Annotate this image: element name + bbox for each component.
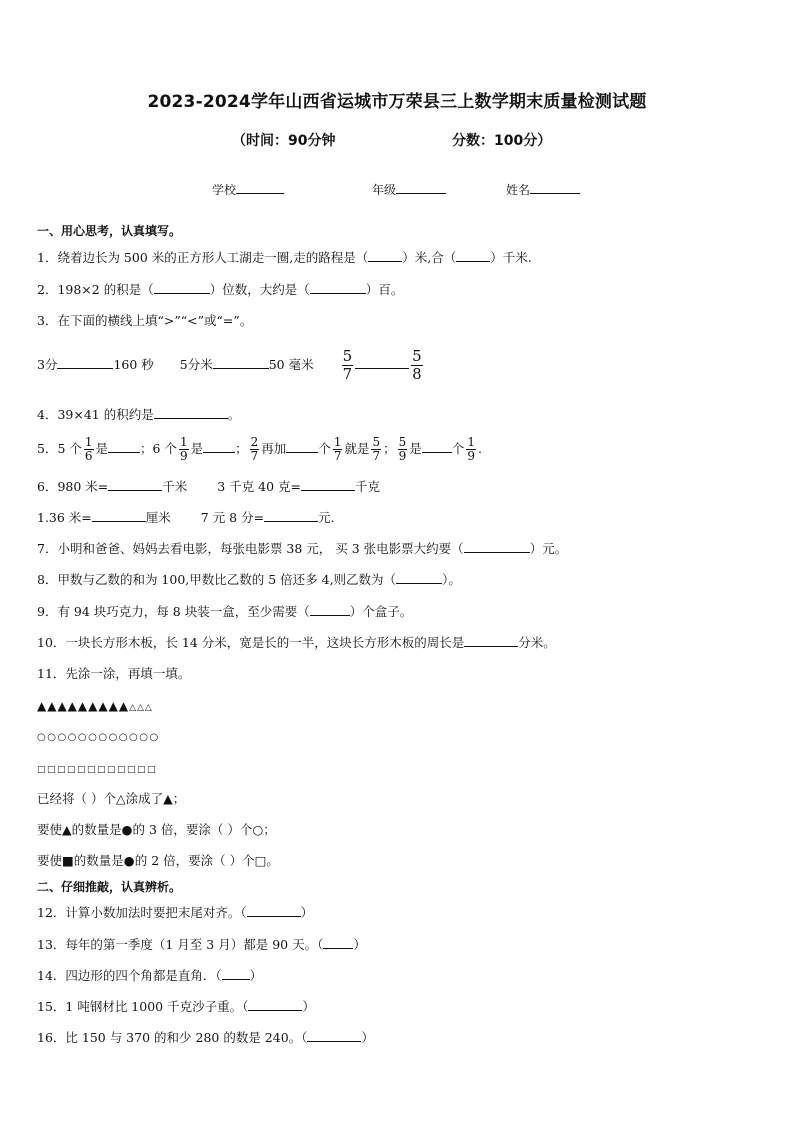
q3-fraction-5-8: $\frac{5}{8}$ <box>412 347 422 383</box>
q6-blank-4[interactable] <box>264 509 318 522</box>
q1-blank-1[interactable] <box>368 249 402 262</box>
q3-blank-2[interactable] <box>213 356 269 369</box>
q5-blank-2[interactable] <box>203 440 235 453</box>
question-9: 9．有 94 块巧克力，每 8 块装一盒，至少需要（ ）个盒子。 <box>37 604 413 619</box>
q7-blank[interactable] <box>464 540 530 553</box>
filled-triangles: ▲▲▲▲▲▲▲▲▲ <box>37 699 130 713</box>
q6-blank-2[interactable] <box>301 478 355 491</box>
score-label: 分数：100分） <box>452 133 552 149</box>
fraction-1-6: $\frac{1}{6}$ <box>84 435 93 463</box>
question-12: 12．计算小数加法时要把末尾对齐。（ ） <box>37 905 314 920</box>
question-11-b: 要使▲的数量是●的 3 倍，要涂（ ）个○； <box>37 822 276 837</box>
question-11-a: 已经将（ ）个△涂成了▲； <box>37 791 186 806</box>
q15-blank[interactable] <box>248 998 302 1011</box>
q5-blank-1[interactable] <box>108 440 140 453</box>
empty-triangles: △△△ <box>129 703 153 713</box>
question-10: 10．一块长方形木板，长 14 分米，宽是长的一半，这块长方形木板的周长是 分米。 <box>37 635 556 650</box>
q6-blank-1[interactable] <box>108 478 162 491</box>
fraction-1-9-b: $\frac{1}{9}$ <box>467 435 475 463</box>
fraction-1-7: $\frac{1}{7}$ <box>333 435 342 463</box>
q16-blank[interactable] <box>307 1029 361 1042</box>
square-row: □□□□□□□□□□□□ <box>37 765 158 775</box>
section-1-heading: 一、用心思考，认真填写。 <box>37 224 182 238</box>
question-15: 15．1 吨钢材比 1000 千克沙子重。（ ） <box>37 999 315 1014</box>
question-2: 2．198×2 的积是（ ）位数，大约是（ ）百。 <box>37 282 404 297</box>
q3-fraction-5-7: $\frac{5}{7}$ <box>342 347 353 383</box>
q2-blank-1[interactable] <box>154 281 210 294</box>
grade-label: 年级 <box>372 183 397 197</box>
question-3: 3．在下面的横线上填“>”“<”或“=”。 <box>37 313 253 328</box>
school-field[interactable] <box>212 181 284 198</box>
q9-blank[interactable] <box>310 603 350 616</box>
fraction-5-7: $\frac{5}{7}$ <box>372 435 381 463</box>
question-4: 4．39×41 的积约是 。 <box>37 407 241 422</box>
question-6: 6．980 米= 千米 3 千克 40 克= 千克 <box>37 479 381 494</box>
grade-field[interactable] <box>372 181 446 198</box>
question-14: 14．四边形的四个角都是直角．（ ） <box>37 968 263 983</box>
name-label: 姓名 <box>506 183 531 197</box>
school-label: 学校 <box>212 183 237 197</box>
section-2-heading: 二、仔细推敲，认真辨析。 <box>37 880 182 894</box>
q10-blank[interactable] <box>464 634 518 647</box>
question-16: 16．比 150 与 370 的和少 280 的数是 240。（ ） <box>37 1030 374 1045</box>
question-6-continued: 1.36 米= 厘米 7 元 8 分= 元. <box>37 510 335 525</box>
question-8: 8．甲数与乙数的和为 100,甲数比乙数的 5 倍还多 4,则乙数为（ ）。 <box>37 572 461 587</box>
time-label: （时间：90分钟 <box>232 133 336 149</box>
q3-blank-3[interactable] <box>355 356 409 369</box>
page-title: 2023-2024学年山西省运城市万荣县三上数学期末质量检测试题 <box>147 92 647 112</box>
q5-blank-4[interactable] <box>422 440 452 453</box>
fraction-1-9: $\frac{1}{9}$ <box>179 435 188 463</box>
circle-row: ○○○○○○○○○○○○ <box>37 732 160 743</box>
question-13: 13．每年的第一季度（1 月至 3 月）都是 90 天。（ ） <box>37 937 366 952</box>
question-7: 7．小明和爸爸、妈妈去看电影，每张电影票 38 元， 买 3 张电影票大约要（ ）元。 <box>37 541 568 556</box>
fraction-2-7: $\frac{2}{7}$ <box>250 435 259 463</box>
q1-blank-2[interactable] <box>456 249 490 262</box>
q3-blank-1[interactable] <box>57 356 113 369</box>
q6-blank-3[interactable] <box>92 509 146 522</box>
q13-blank[interactable] <box>323 936 353 949</box>
q8-blank[interactable] <box>396 571 442 584</box>
question-1: 1．绕着边长为 500 米的正方形人工湖走一圈,走的路程是（ ）米,合（ ）千米. <box>37 250 532 265</box>
q4-blank[interactable] <box>154 406 228 419</box>
name-field[interactable] <box>506 181 580 198</box>
question-5: 5．5 个 $\frac{1}{6}$ 是 ；6 个 $\frac{1}{9}$ 是 ； $\frac{2}{7}$ 再加 个 $\frac{1}{7}$ 就是 $\frac{5}{7}$ ； $\frac{5}{9}$ 是 个 $\frac{1}{9}$ . <box>37 435 482 463</box>
question-3-items: 3分 160 秒 5分米 50 毫米 $\frac{5}{7}$ $\frac{5}{8}$ <box>37 347 422 383</box>
question-11-c: 要使■的数量是●的 2 倍，要涂（ ）个□。 <box>37 853 279 868</box>
question-11: 11．先涂一涂，再填一填。 <box>37 666 191 681</box>
q12-blank[interactable] <box>247 904 301 917</box>
q2-blank-2[interactable] <box>310 281 366 294</box>
fraction-5-9: $\frac{5}{9}$ <box>398 435 407 463</box>
triangle-row <box>37 697 153 717</box>
q5-blank-3[interactable] <box>286 440 318 453</box>
q14-blank[interactable] <box>222 967 250 980</box>
